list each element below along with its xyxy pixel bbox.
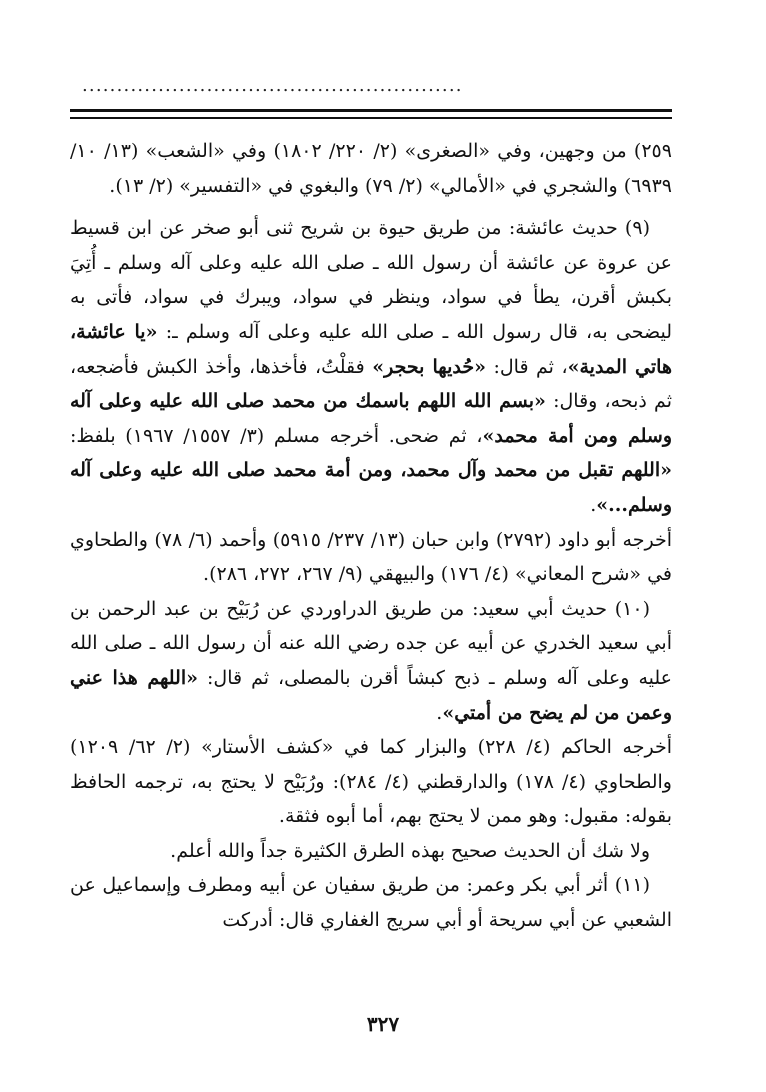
header-dotted-line: .......................................................: [82, 76, 463, 96]
paragraph-athar: [70, 868, 672, 937]
paragraph-takhrij-1: [70, 523, 672, 592]
text-segment: .: [590, 493, 597, 516]
header-rule-thick: [70, 109, 672, 112]
page-body: [70, 134, 672, 938]
text-segment: فقلْتُ، فأخذها، وأخذ الكبش فأضجعه، ثم ذبحه، وقال:: [70, 355, 672, 413]
paragraph-hadith-abi-said: [70, 592, 672, 730]
text-segment: ٢٥٩) من وجهين، وفي «الصغرى» (٢/ ٢٢٠/ ١٨٠٢) وفي «الشعب» (١٣/ ١٠/ ٦٩٣٩) والشجري في «الأمالي» (٢/ ٧٩) والبغوي في «التفسير» (٢/ ١٣).: [70, 140, 672, 197]
hadith-quote: «اللهم هذا عني وعمن من لم يضح من أمتي»: [70, 666, 672, 724]
paragraph-takhrij-2: [70, 730, 672, 834]
text-segment: .: [436, 701, 443, 724]
text-segment: (١١) أثر أبي بكر وعمر: من طريق سفيان عن أبيه ومطرف وإسماعيل عن الشعبي عن أبي سريحة أو أبي سريج الغفاري قال: أدركت: [70, 874, 672, 932]
text-segment: ، ثم قال:: [485, 355, 568, 378]
hadith-quote: «بسم الله اللهم باسمك من محمد صلى الله عليه وعلى آله وسلم ومن أمة محمد»: [70, 390, 673, 447]
text-segment: أخرجه أبو داود (٢٧٩٢) وابن حبان (١٣/ ٢٣٧/ ٥٩١٥) وأحمد (٦/ ٧٨) والطحاوي في «شرح المعاني» (٤/ ١٧٦) والبيهقي (٩/ ٢٦٧، ٢٧٢، ٢٨٦).: [70, 528, 672, 586]
text-segment: (٩) حديث عائشة: من طريق حيوة بن شريح ثنى أبو صخر عن ابن قسيط عن عروة عن عائشة أن رسول الله ـ صلى الله عليه وعلى آله وسلم ـ أُتِيَ بكبش أقرن، يطأ في سواد، وينظر في سواد، ويبرك في سواد، فأتى به ليضحى به، قال رسول الله ـ صلى الله عليه وعلى آله وسلم ـ:: [70, 217, 673, 343]
hadith-quote: «اللهم تقبل من محمد وآل محمد، ومن أمة محمد صلى الله عليه وعلى آله وسلم...»: [70, 459, 672, 516]
hadith-quote: «حُديها بحجر»: [372, 355, 486, 378]
text-segment: ، ثم ضحى. أخرجه مسلم (٣/ ١٥٥٧/ ١٩٦٧) بلفظ:: [70, 424, 483, 447]
text-segment: ولا شك أن الحديث صحيح بهذه الطرق الكثيرة جداً والله أعلم.: [170, 839, 650, 862]
paragraph-continuation: [70, 134, 672, 203]
paragraph-hadith-aisha: [70, 211, 672, 522]
hadith-quote: «يا عائشة، هاتي المدية»: [70, 320, 672, 378]
page-number: ٣٢٧: [366, 1012, 400, 1036]
paragraph-conclusion: [70, 834, 672, 869]
text-segment: (١٠) حديث أبي سعيد: من طريق الدراوردي عن رُبَيْح بن عبد الرحمن بن أبي سعيد الخدري عن أبيه عن جده رضي الله عنه أن رسول الله ـ صلى الله عليه وعلى آله وسلم ـ ذبح كبشاً أقرن بالمصلى، ثم قال:: [70, 597, 672, 689]
header-rule-thin: [70, 117, 672, 119]
text-segment: أخرجه الحاكم (٤/ ٢٢٨) والبزار كما في «كشف الأستار» (٢/ ٦٢/ ١٢٠٩) والطحاوي (٤/ ١٧٨) والدارقطني (٤/ ٢٨٤): ورُبَيْح لا يحتج به، ترجمه الحافظ بقوله: مقبول: وهو ممن لا يحتج بهم، أما أبوه فثقة.: [70, 736, 672, 828]
